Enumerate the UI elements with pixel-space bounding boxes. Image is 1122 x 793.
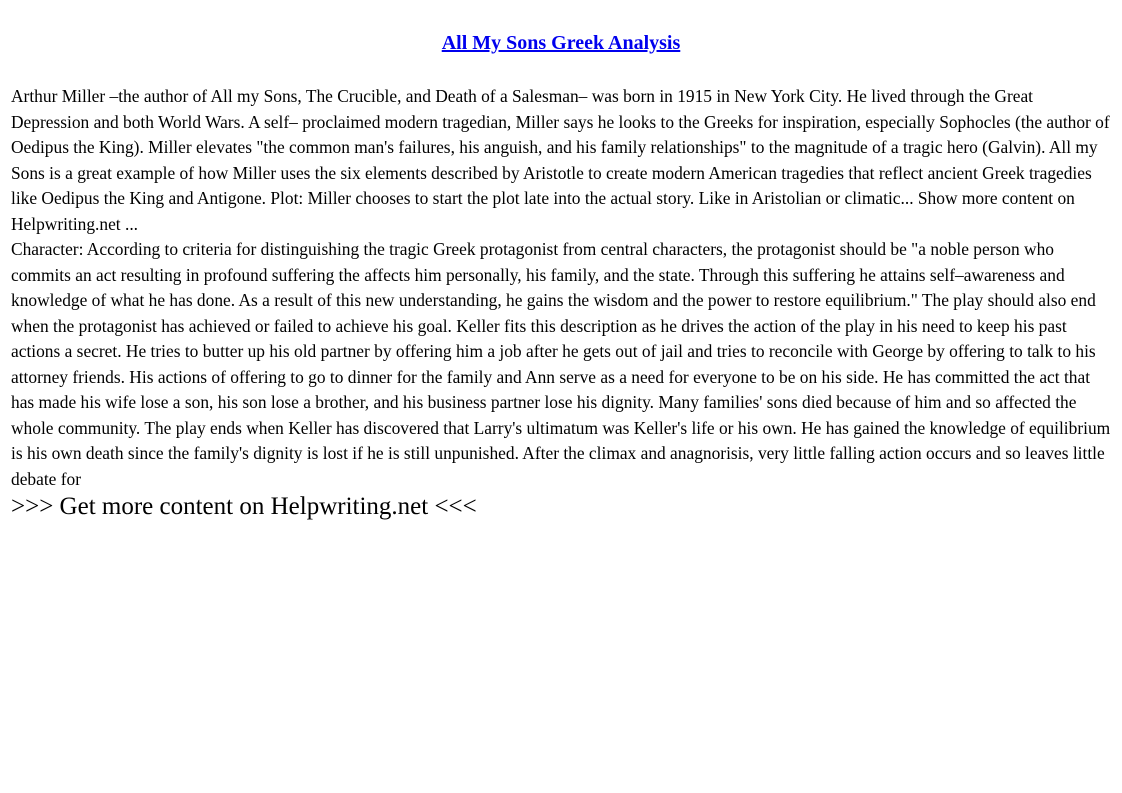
document-page [11, 0, 1111, 522]
document-body [11, 84, 1111, 522]
title-container [11, 32, 1111, 58]
paragraph-intro: Arthur Miller –the author of All my Sons, The Crucible, and Death of a Salesman– was born in 1915 in New York City. He lived through the Great Depression and both World Wars. A self– proclaimed modern tragedian, Miller says he looks to the Greeks for inspiration, especially Sophocles (the author of Oedipus the King). Miller elevates "the common man's failures, his anguish, and his family relationships" to the magnitude of a tragic hero (Galvin). All my Sons is a great example of how Miller uses the six elements described by Aristotle to create modern American tragedies that reflect ancient Greek tragedies like Oedipus the King and Antigone. Plot: Miller chooses to start the plot late into the actual story. Like in Aristolian or climatic... Show more content on Helpwriting.net ... [11, 86, 1110, 234]
document-title-link[interactable]: All My Sons Greek Analysis [441, 32, 681, 54]
paragraph-character: Character: According to criteria for distinguishing the tragic Greek protagonist from central characters, the protagonist should be "a noble person who commits an act resulting in profound suffering the affects him personally, his family, and the state. Through this suffering he attains self–awareness and knowledge of what he has done. As a result of this new understanding, he gains the wisdom and the power to restore equilibrium." The play should also end when the protagonist has achieved or failed to achieve his goal. Keller fits this description as he drives the action of the play in his need to keep his past actions a secret. He tries to butter up his old partner by offering him a job after he gets out of jail and tries to reconcile with George by offering to talk to his attorney friends. His actions of offering to go to dinner for the family and Ann serve as a need for everyone to be on his side. He has committed the act that has made his wife lose a son, his son lose a brother, and his business partner lose his dignity. Many families' sons died because of him and so affected the whole community. The play ends when Keller has discovered that Larry's ultimatum was Keller's life or his own. He has gained the knowledge of equilibrium is his own death since the family's dignity is lost if he is still unpunished. After the climax and anagnorisis, very little falling action occurs and so leaves little debate for [11, 239, 1111, 489]
get-more-content-cta: >>> Get more content on Helpwriting.net <<< [11, 493, 477, 520]
